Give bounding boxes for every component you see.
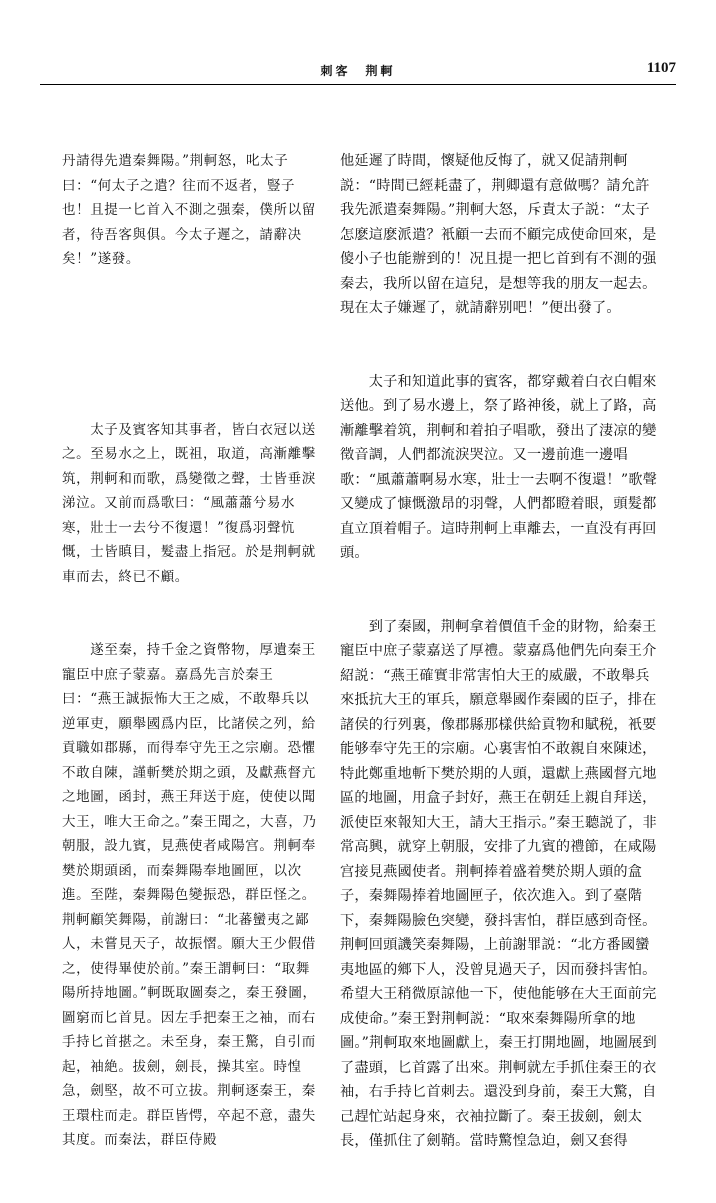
- paragraph-gap: [62, 321, 320, 369]
- translation-paragraph-3: 到了秦國，荆軻拿着價值千金的財物，給秦王寵臣中庶子蒙嘉送了厚禮。蒙嘉爲他們先向秦王介紹説：“燕王確實非常害怕大王的威嚴，不敢舉兵來抵抗大王的軍兵，願意舉國作秦國的臣子，排在諸侯的行列裏，像郡縣那樣供給貢物和賦税，衹要能够奉守先王的宗廟。心裏害怕不敢親自來陳述，特此鄭重地斬下樊於期的人頭，還獻上燕國督亢地區的地圖，用盒子封好，燕王在朝廷上親自拜送，派使臣來報知大王，請大王指示。”秦王聽説了，非常高興，就穿上朝服，安排了九賓的禮節，在咸陽宫接見燕國使者。荆軻捧着盛着樊於期人頭的盒子，秦舞陽捧着地圖匣子，依次進入。到了臺階下，秦舞陽臉色突變，發抖害怕，群臣感到奇怪。荆軻回頭譏笑秦舞陽，上前謝罪説：“北方番國蠻夷地區的鄉下人，没曾見過天子，因而發抖害怕。希望大王稍微原諒他一下，使他能够在大王面前完成使命。”秦王對荆軻説：“取來秦舞陽所拿的地圖。”荆軻取來地圖獻上，秦王打開地圖，地圖展到了盡頭，匕首露了出來。荆軻就左手抓住秦王的衣袖，右手持匕首刺去。還没到身前，秦王大驚，自己趕忙站起身來，衣袖拉斷了。秦王拔劍，劍太長，僅抓住了劍鞘。當時驚惶急迫，劍又套得: [340, 618, 657, 1149]
- page-number: 1107: [646, 60, 676, 76]
- header-rule: [40, 84, 676, 85]
- running-title: 刺客 荆軻: [320, 64, 396, 78]
- classical-paragraph-1: 丹請得先遣秦舞陽。”荆軻怒，叱太子曰：“何太子之遣？往而不返者，豎子也！且提一匕首入不測之强秦，僕所以留者，待吾客與俱。今太子遲之，請辭决矣！”遂發。: [62, 153, 316, 267]
- classical-text-column: [62, 100, 320, 1202]
- translation-paragraph-1: 他延遲了時間，懷疑他反悔了，就又促請荆軻説：“時間已經耗盡了，荆卿還有意做嗎？請允許我先派遣秦舞陽。”荆軻大怒，斥責太子説：“太子怎麽這麽派遣？衹顧一去而不顧完成使命回來，是傻小子也能辦到的！况且提一把匕首到有不測的强秦去，我所以留在這兒，是想等我的朋友一起去。現在太子嫌遲了，就請辭别吧！”便出發了。: [340, 153, 657, 316]
- classical-paragraph-3: 遂至秦，持千金之資幣物，厚遺秦王寵臣中庶子蒙嘉。嘉爲先言於秦王曰：“燕王誠振怖大王之威，不敢舉兵以逆軍吏，願舉國爲内臣，比諸侯之列，給貢職如郡縣，而得奉守先王之宗廟。恐懼不敢自陳，謹斬樊於期之頭，及獻燕督亢之地圖，函封，燕王拜送于庭，使使以聞大王，唯大王命之。”秦王聞之，大喜，乃朝服，設九賓，見燕使者咸陽宫。荆軻奉樊於期頭函，而秦舞陽奉地圖匣，以次進。至陛，秦舞陽色變振恐，群臣怪之。荆軻顧笑舞陽，前謝曰：“北蕃蠻夷之鄙人，未嘗見天子，故振慴。願大王少假借之，使得畢使於前。”秦王謂軻曰：“取舞陽所持地圖。”軻既取圖奏之，秦王發圖，圖窮而匕首見。因左手把秦王之袖，而右手持匕首揕之。未至身，秦王驚，自引而起，袖絶。拔劍，劍長，操其室。時惶急，劍堅，故不可立拔。荆軻逐秦王，秦王環柱而走。群臣皆愕，卒起不意，盡失其度。而秦法，群臣侍殿: [62, 642, 317, 1148]
- page-header: [40, 60, 676, 82]
- classical-paragraph-2: 太子及賓客知其事者，皆白衣冠以送之。至易水之上，既祖，取道，高漸離擊筑，荆軻和而歌，爲變徵之聲，士皆垂淚涕泣。又前而爲歌曰：“風蕭蕭兮易水寒，壯士一去兮不復還！”復爲羽聲忼慨，士皆瞋目，髮盡上指冠。於是荆軻就車而去，終已不顧。: [62, 421, 316, 585]
- translation-paragraph-2: 太子和知道此事的賓客，都穿戴着白衣白帽來送他。到了易水邊上，祭了路神後，就上了路，高漸離擊着筑，荆軻和着拍子唱歌，發出了淒凉的變徵音調，人們都流淚哭泣。又一邊前進一邊唱歌：“風蕭蕭啊易水寒，壯士一去啊不復還！”歌聲又變成了慷慨激昂的羽聲，人們都瞪着眼，頭髮都直立頂着帽子。這時荆軻上車離去，一直没有再回頭。: [340, 373, 658, 561]
- translation-text-column: [340, 100, 660, 1203]
